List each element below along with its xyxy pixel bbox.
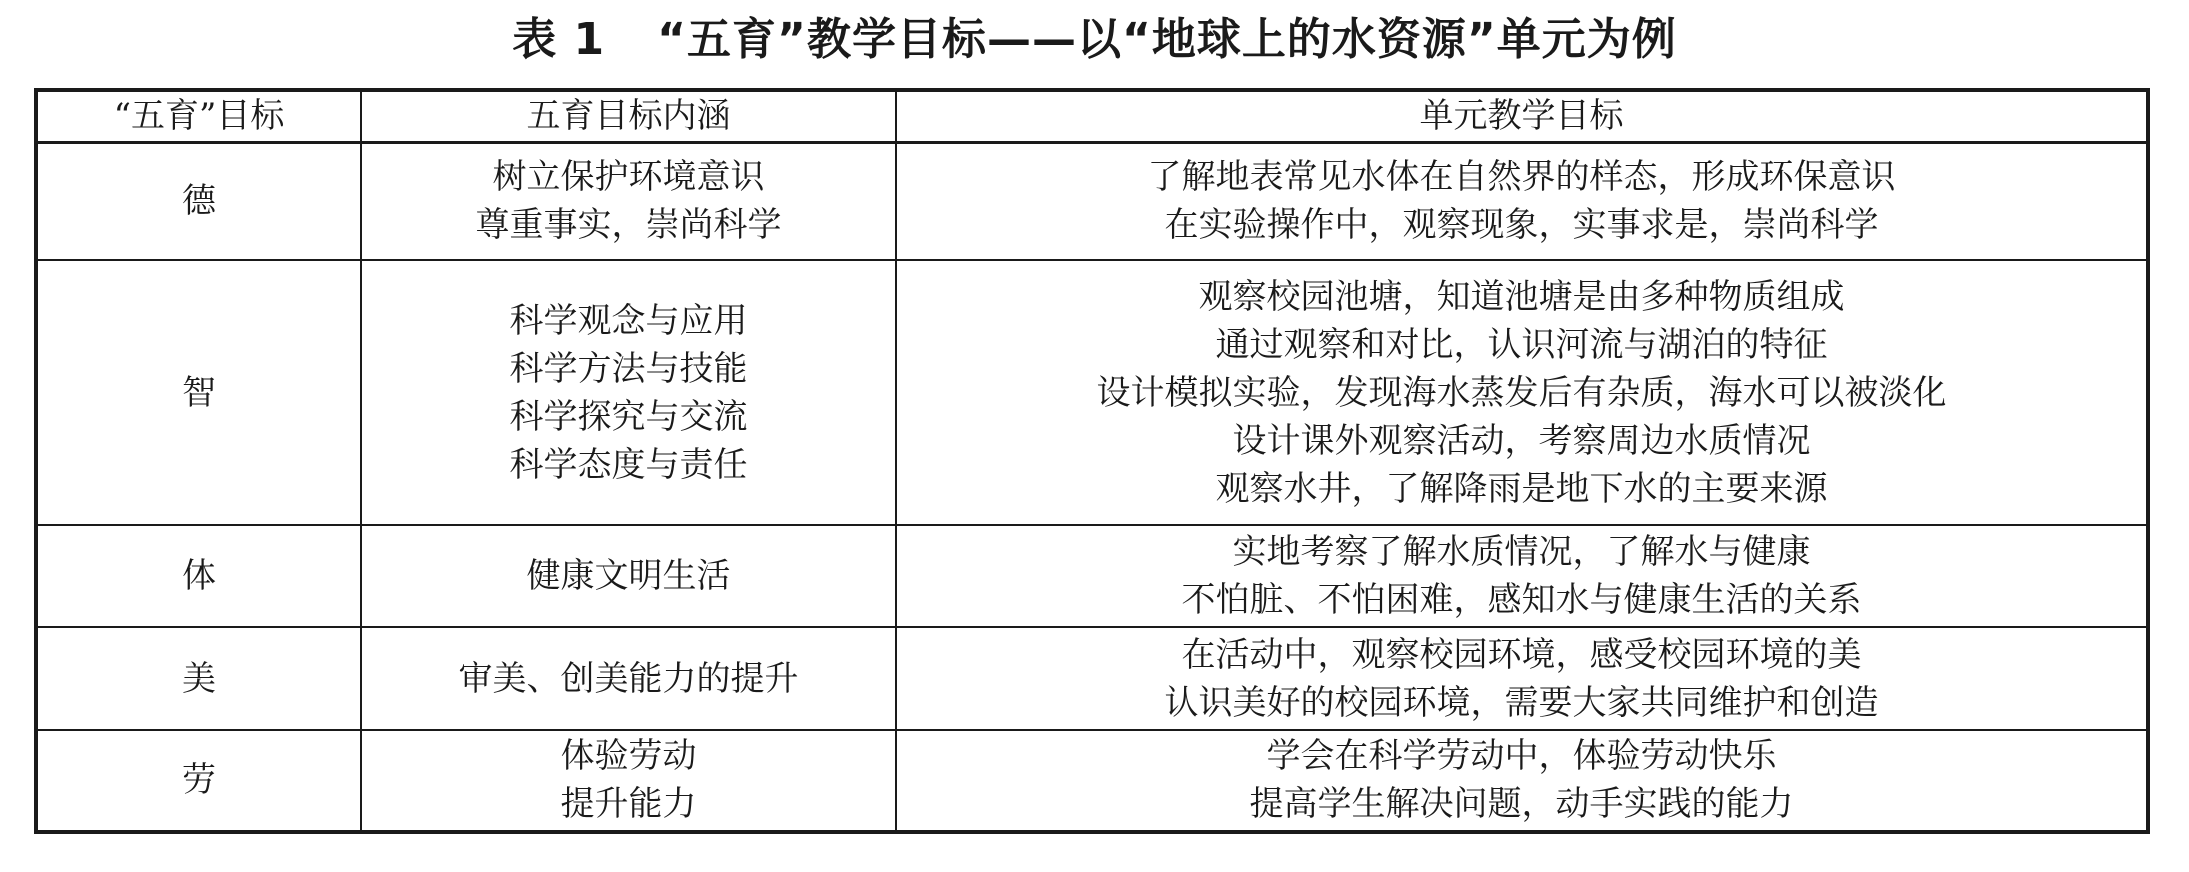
connotation-cell [361, 142, 896, 260]
unit-goal-cell [896, 260, 2148, 525]
table-row [36, 260, 2148, 525]
goal-name-cell: 智 [36, 260, 361, 525]
connotation-line: 科学方法与技能 [509, 348, 748, 389]
unit-goal-line: 观察校园池塘，知道池塘是由多种物质组成 [1198, 276, 1845, 317]
connotation-line: 健康文明生活 [526, 556, 731, 597]
unit-goal-line: 认识美好的校园环境，需要大家共同维护和创造 [1164, 682, 1879, 723]
unit-goal-line: 了解地表常见水体在自然界的样态，形成环保意识 [1147, 157, 1896, 198]
connotation-line: 科学探究与交流 [509, 396, 748, 437]
header-row [36, 90, 2148, 142]
goal-name-cell: 德 [36, 142, 361, 260]
unit-goal-line: 通过观察和对比，认识河流与湖泊的特征 [1215, 324, 1828, 365]
unit-goal-line: 学会在科学劳动中，体验劳动快乐 [1266, 736, 1777, 777]
unit-goal-line: 实地考察了解水质情况，了解水与健康 [1232, 532, 1811, 573]
unit-goal-line: 不怕脏、不怕困难，感知水与健康生活的关系 [1181, 580, 1862, 621]
connotation-line: 科学态度与责任 [509, 444, 748, 485]
connotation-line: 树立保护环境意识 [492, 157, 765, 198]
connotation-line: 提升能力 [560, 784, 697, 825]
connotation-cell [361, 525, 896, 627]
unit-goal-line: 观察水井，了解降雨是地下水的主要来源 [1215, 468, 1828, 509]
unit-goal-cell [896, 142, 2148, 260]
unit-goal-line: 在实验操作中，观察现象，实事求是，崇尚科学 [1164, 205, 1879, 246]
header-five-education-goal: “五育”目标 [36, 90, 361, 142]
goal-name-cell: 体 [36, 525, 361, 627]
table-row [36, 730, 2148, 832]
connotation-cell [361, 627, 896, 729]
connotation-line: 尊重事实，崇尚科学 [475, 205, 782, 246]
connotation-line: 体验劳动 [560, 736, 697, 777]
connotation-cell [361, 260, 896, 525]
unit-goal-cell [896, 730, 2148, 832]
table-title: “五育”教学目标——以“地球上的水资源”单元为例 [657, 14, 1677, 65]
table-row [36, 627, 2148, 729]
connotation-line: 科学观念与应用 [509, 300, 748, 341]
goal-name-cell: 美 [36, 627, 361, 729]
connotation-cell [361, 730, 896, 832]
unit-goal-cell [896, 525, 2148, 627]
table-number: 表 1 [512, 14, 606, 65]
unit-goal-line: 设计课外观察活动，考察周边水质情况 [1232, 420, 1811, 461]
table-row [36, 142, 2148, 260]
header-goal-connotation: 五育目标内涵 [361, 90, 896, 142]
unit-goal-line: 提高学生解决问题，动手实践的能力 [1249, 784, 1794, 825]
header-unit-teaching-goal: 单元教学目标 [896, 90, 2148, 142]
unit-goal-line: 设计模拟实验，发现海水蒸发后有杂质，海水可以被淡化 [1096, 372, 1947, 413]
goal-name-cell: 劳 [36, 730, 361, 832]
connotation-line: 审美、创美能力的提升 [458, 658, 799, 699]
table-row [36, 525, 2148, 627]
table-caption [0, 10, 2189, 70]
five-education-goals-table [34, 88, 2150, 834]
unit-goal-line: 在活动中，观察校园环境，感受校园环境的美 [1181, 634, 1862, 675]
unit-goal-cell [896, 627, 2148, 729]
